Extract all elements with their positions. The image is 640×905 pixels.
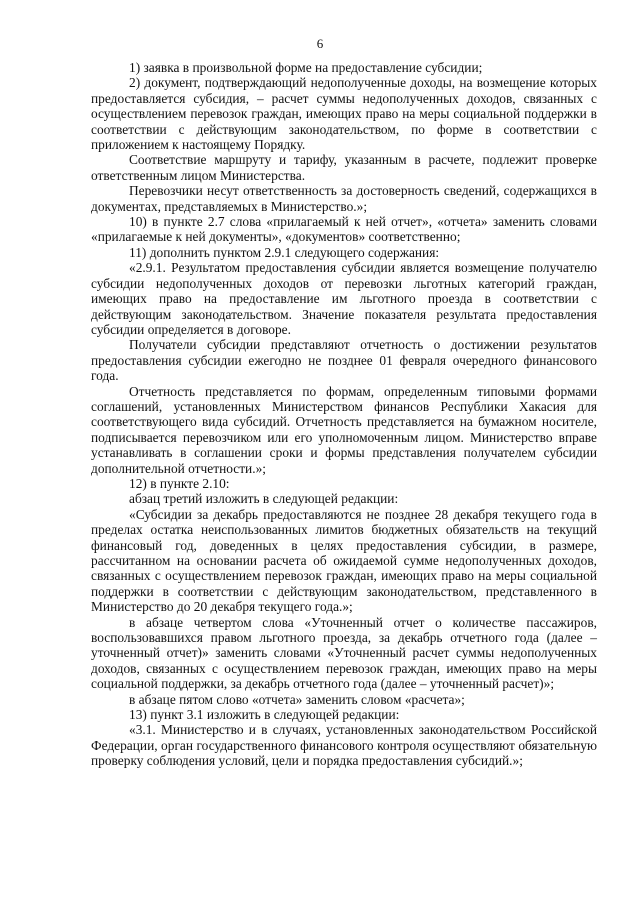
paragraph-fourth-abzac: в абзаце четвертом слова «Уточненный отчет о количестве пассажиров, воспользовавшихся правом льготного проезда, за декабрь отчетного года (далее – уточненный отчет)» заменить словами «Уточненный расчет суммы недополученных доходов, связанных с осуществлением перевозок граждан, имеющих право на меры социальной поддержки, за декабрь отчетного года (далее – уточненный расчет)»; (91, 614, 597, 692)
paragraph-item-13: 13) пункт 3.1 изложить в следующей редакции: (129, 707, 400, 723)
paragraph-december-subsidy: «Субсидии за декабрь предоставляются не позднее 28 декабря текущего года в пределах остатка неиспользованных лимитов бюджетных обязательств на текущий финансовый год, доведенных в целях предоставления субсидии, в размере, рассчитанном на основании расчета об ожидаемой сумме недополученных доходов, связанных с осуществлением перевозок граждан, имеющих право на меры социальной поддержки в соответствии с действующим законодательством, представленного в Министерство до 20 декабря текущего года.»; (91, 506, 597, 615)
paragraph-item-2: 2) документ, подтверждающий недополученные доходы, на возмещение которых предоставляется субсидия, – расчет суммы недополученных доходов, связанных с осуществлением перевозок граждан, имеющих право на меры социальной поддержки в соответствии с действующим законодательством, по форме в соответствии с приложением к настоящему Порядку. (91, 75, 597, 153)
paragraph-route-check: Соответствие маршруту и тарифу, указанным в расчете, подлежит проверке ответственным лицом Министерства. (91, 152, 597, 183)
paragraph-item-1: 1) заявка в произвольной форме на предоставление субсидии; (129, 60, 483, 75)
paragraph-reporting-forms: Отчетность представляется по формам, определенным типовыми формами соглашений, установленных Министерством финансов Республики Хакасия для соответствующего вида субсидий. Отчетность представляется на бумажном носителе, подписывается перевозчиком или его уполномоченным лицом. Министерство вправе устанавливать в соглашении сроки и формы представления получателем субсидии дополнительной отчетности.»; (91, 383, 597, 476)
paragraph-carrier-responsibility: Перевозчики несут ответственность за достоверность сведений, содержащихся в документах, представляемых в Министерство.»; (91, 183, 597, 214)
paragraph-item-11: 11) дополнить пунктом 2.9.1 следующего содержания: (129, 244, 440, 260)
paragraph-reporting-deadline: Получатели субсидии представляют отчетность о достижении результатов предоставления субсидии ежегодно не позднее 01 февраля очередного финансового года. (91, 337, 597, 384)
paragraph-third-abzac: абзац третий изложить в следующей редакции: (129, 491, 399, 507)
page-number: 6 (316, 36, 324, 51)
paragraph-fifth-abzac: в абзаце пятом слово «отчета» заменить словом «расчета»; (129, 691, 465, 707)
paragraph-clause-2-9-1: «2.9.1. Результатом предоставления субсидии является возмещение получателю субсидии недополученных доходов от перевозки льготных категорий граждан, имеющих право на предоставление им льготного проезда в соответствии с действующим законодательством. Значение показателя результата предоставления субсидии определяется в договоре. (91, 260, 597, 337)
paragraph-item-12: 12) в пункте 2.10: (129, 475, 230, 491)
paragraph-item-10: 10) в пункте 2.7 слова «прилагаемый к ней отчет», «отчета» заменить словами «прилагаемые к ней документы», «документов» соответственно; (91, 214, 597, 245)
paragraph-clause-3-1: «3.1. Министерство и в случаях, установленных законодательством Российской Федерации, орган государственного финансового контроля осуществляют обязательную проверку соблюдения условий, цели и порядка предоставления субсидий.»; (91, 722, 597, 769)
document-body (91, 60, 597, 769)
